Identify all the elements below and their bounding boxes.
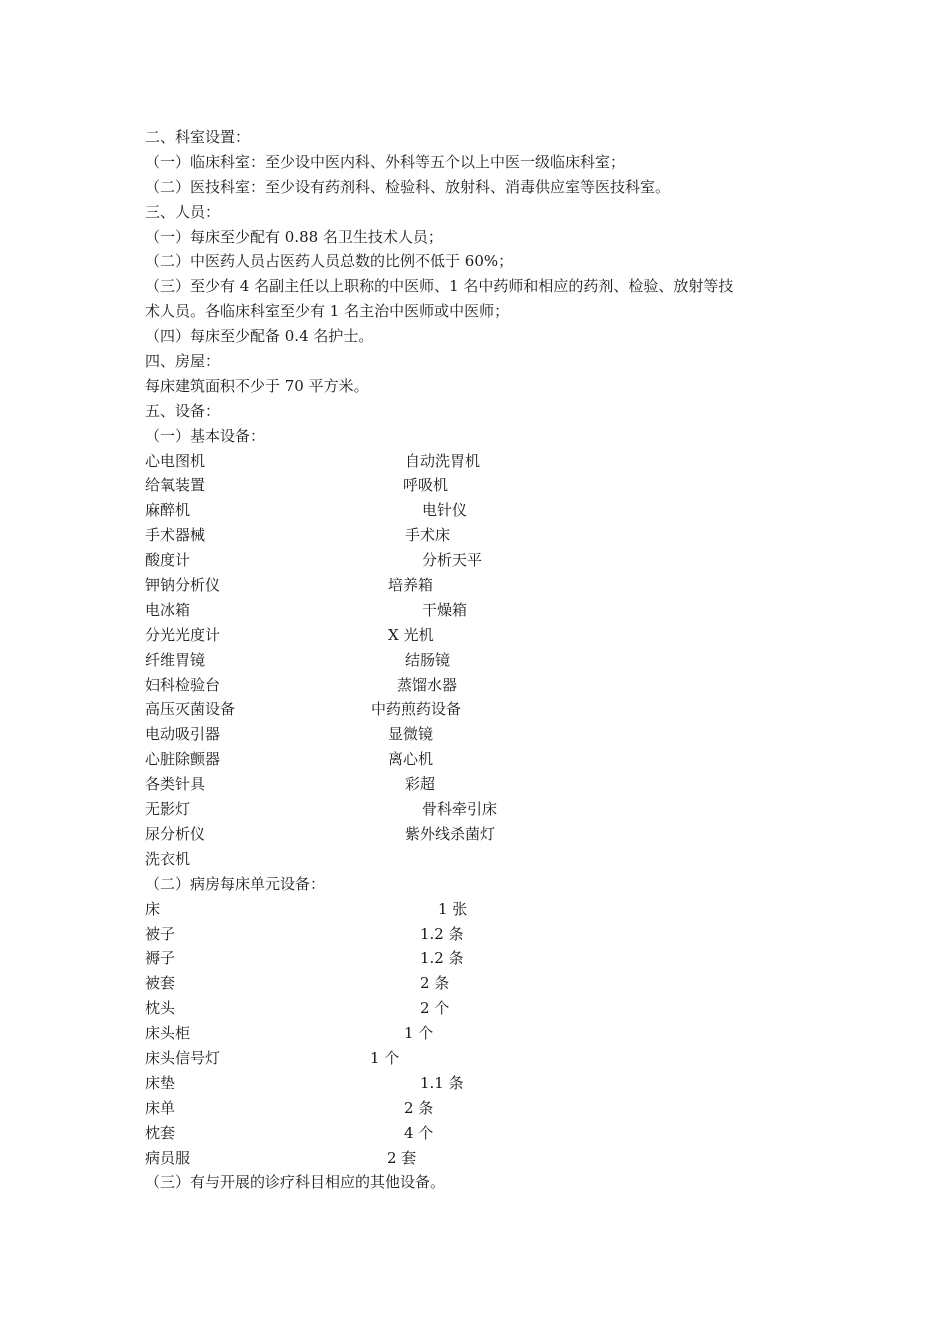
- text-line: （四）每床至少配备 0.4 名护士。: [145, 327, 374, 346]
- ward-qty: 1 个: [404, 1024, 434, 1043]
- section-heading-equipment: 五、设备：: [145, 401, 221, 420]
- equipment-right: X 光机: [388, 625, 434, 644]
- equipment-row: [145, 573, 825, 598]
- equipment-row: [145, 449, 825, 474]
- ward-item: 被套: [145, 974, 176, 993]
- equipment-row: [145, 772, 825, 797]
- ward-item: 床头信号灯: [145, 1048, 221, 1067]
- ward-row: [145, 1121, 825, 1146]
- equipment-left: 心脏除颤器: [145, 750, 221, 769]
- equipment-right: 自动洗胃机: [405, 451, 481, 470]
- equipment-left: 分光光度计: [145, 625, 221, 644]
- ward-qty: 2 个: [420, 999, 450, 1018]
- equipment-right: 分析天平: [422, 551, 483, 570]
- subheading-ward-equipment: （二）病房每床单元设备：: [145, 874, 326, 893]
- equipment-left: 洗衣机: [145, 849, 191, 868]
- ward-equipment-list: [145, 897, 825, 1171]
- equipment-right: 结肠镜: [405, 650, 451, 669]
- ward-qty: 2 套: [387, 1148, 417, 1167]
- equipment-right: 电针仪: [422, 501, 468, 520]
- equipment-left: 手术器械: [145, 526, 206, 545]
- equipment-left: 心电图机: [145, 451, 206, 470]
- basic-equipment-list: [145, 449, 825, 872]
- equipment-right: 紫外线杀菌灯: [405, 824, 496, 843]
- ward-item: 床垫: [145, 1073, 176, 1092]
- equipment-right: 离心机: [388, 750, 434, 769]
- ward-item: 病员服: [145, 1148, 191, 1167]
- equipment-right: 中药煎药设备: [371, 700, 462, 719]
- ward-item: 床头柜: [145, 1024, 191, 1043]
- text-line: （一）每床至少配有 0.88 名卫生技术人员；: [145, 227, 443, 246]
- equipment-row: [145, 822, 825, 847]
- equipment-row: [145, 648, 825, 673]
- ward-row: [145, 1046, 825, 1071]
- text-line: 每床建筑面积不少于 70 平方米。: [145, 376, 369, 395]
- ward-row: [145, 897, 825, 922]
- text-line: （一）临床科室：至少设中医内科、外科等五个以上中医一级临床科室；: [145, 152, 626, 171]
- ward-qty: 2 条: [420, 974, 450, 993]
- section-heading-housing: 四、房屋：: [145, 352, 221, 371]
- equipment-left: 酸度计: [145, 551, 191, 570]
- ward-item: 床: [145, 899, 161, 918]
- ward-qty: 4 个: [404, 1123, 434, 1142]
- ward-qty: 1 张: [438, 899, 468, 918]
- equipment-row: [145, 498, 825, 523]
- equipment-left: 给氧装置: [145, 476, 206, 495]
- ward-item: 枕套: [145, 1123, 176, 1142]
- ward-row: [145, 971, 825, 996]
- equipment-row: [145, 548, 825, 573]
- ward-row: [145, 922, 825, 947]
- equipment-left: 纤维胃镜: [145, 650, 206, 669]
- ward-qty: 1.1 条: [420, 1073, 464, 1092]
- ward-row: [145, 1071, 825, 1096]
- ward-item: 床单: [145, 1098, 176, 1117]
- ward-qty: 1.2 条: [420, 949, 464, 968]
- ward-item: 褥子: [145, 949, 176, 968]
- equipment-row: [145, 722, 825, 747]
- subheading-basic-equipment: （一）基本设备：: [145, 426, 266, 445]
- ward-qty: 1 个: [370, 1048, 400, 1067]
- equipment-row: [145, 847, 825, 872]
- ward-row: [145, 1096, 825, 1121]
- equipment-left: 无影灯: [145, 800, 191, 819]
- text-line: （二）中医药人员占医药人员总数的比例不低于 60%；: [145, 252, 514, 271]
- text-line: （二）医技科室：至少设有药剂科、检验科、放射科、消毒供应室等医技科室。: [145, 177, 671, 196]
- equipment-right: 显微镜: [388, 725, 434, 744]
- ward-qty: 2 条: [404, 1098, 434, 1117]
- equipment-left: 妇科检验台: [145, 675, 221, 694]
- equipment-right: 干燥箱: [422, 600, 468, 619]
- equipment-row: [145, 598, 825, 623]
- ward-item: 枕头: [145, 999, 176, 1018]
- ward-row: [145, 1021, 825, 1046]
- ward-row: [145, 946, 825, 971]
- equipment-left: 电冰箱: [145, 600, 191, 619]
- ward-item: 被子: [145, 924, 176, 943]
- equipment-row: [145, 473, 825, 498]
- equipment-row: [145, 623, 825, 648]
- equipment-left: 麻醉机: [145, 501, 191, 520]
- text-line: （三）有与开展的诊疗科目相应的其他设备。: [145, 1173, 446, 1192]
- equipment-right: 培养箱: [388, 576, 434, 595]
- equipment-right: 手术床: [405, 526, 451, 545]
- document-body: [145, 125, 825, 1195]
- section-heading-departments: 二、科室设置：: [145, 128, 251, 146]
- ward-row: [145, 1146, 825, 1171]
- ward-qty: 1.2 条: [420, 924, 464, 943]
- equipment-left: 高压灭菌设备: [145, 700, 236, 719]
- text-line: （三）至少有 4 名副主任以上职称的中医师、1 名中药师和相应的药剂、检验、放射等技: [145, 277, 734, 296]
- section-heading-staff: 三、人员：: [145, 202, 221, 221]
- equipment-right: 彩超: [405, 775, 436, 794]
- equipment-left: 各类针具: [145, 775, 206, 794]
- equipment-row: [145, 797, 825, 822]
- equipment-right: 呼吸机: [403, 476, 449, 495]
- equipment-row: [145, 673, 825, 698]
- ward-row: [145, 996, 825, 1021]
- equipment-left: 电动吸引器: [145, 725, 221, 744]
- equipment-row: [145, 697, 825, 722]
- equipment-right: 骨科牵引床: [422, 800, 498, 819]
- equipment-row: [145, 747, 825, 772]
- equipment-left: 尿分析仪: [145, 824, 206, 843]
- equipment-row: [145, 523, 825, 548]
- text-line: 术人员。各临床科室至少有 1 名主治中医师或中医师；: [145, 302, 510, 321]
- equipment-right: 蒸馏水器: [397, 675, 458, 694]
- equipment-left: 钾钠分析仪: [145, 576, 221, 595]
